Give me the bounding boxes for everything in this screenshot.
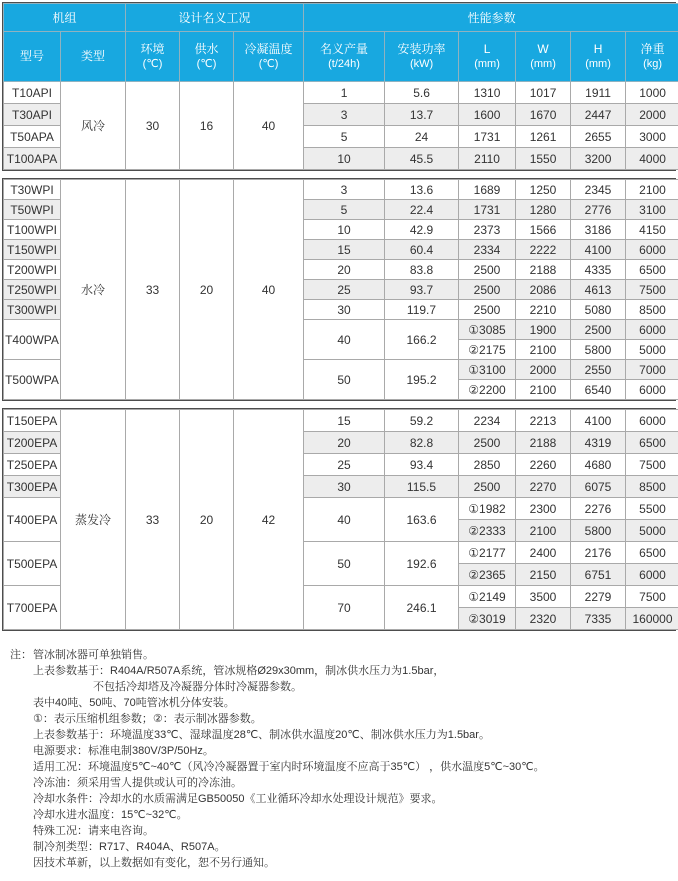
height-cell: 2176	[571, 542, 626, 564]
height-cell: 2550	[571, 360, 626, 380]
model-cell: T300WPI	[4, 300, 61, 320]
weight-cell: 6500	[626, 542, 678, 564]
capacity-cell: 20	[304, 432, 385, 454]
capacity-cell: 70	[304, 586, 385, 630]
capacity-cell: 25	[304, 454, 385, 476]
height-cell: 4100	[571, 240, 626, 260]
height-cell: 4680	[571, 454, 626, 476]
length-cell: ②2365	[459, 564, 516, 586]
column-header	[4, 32, 61, 82]
height-cell: 2500	[571, 320, 626, 340]
column-header-title: 类型	[61, 49, 125, 64]
column-header	[180, 32, 234, 82]
column-header-unit: (kg)	[626, 57, 678, 72]
column-header	[304, 32, 385, 82]
power-cell: 83.8	[385, 260, 459, 280]
notes-lines	[33, 647, 670, 871]
weight-cell: 7500	[626, 454, 678, 476]
note-line: 上表参数基于：R404A/R507A系统，管冰规格Ø29x30mm，制冰供水压力为1.5bar，	[33, 663, 670, 679]
height-cell: 6540	[571, 380, 626, 400]
capacity-cell: 3	[304, 104, 385, 126]
power-cell: 13.7	[385, 104, 459, 126]
width-cell: 1250	[516, 180, 571, 200]
model-cell: T200EPA	[4, 432, 61, 454]
column-header-title: H	[571, 42, 625, 57]
capacity-cell: 30	[304, 300, 385, 320]
weight-cell: 6500	[626, 432, 678, 454]
length-cell: 2500	[459, 432, 516, 454]
length-cell: 1731	[459, 200, 516, 220]
column-header-unit: (mm)	[571, 57, 625, 72]
weight-cell: 5500	[626, 498, 678, 520]
weight-cell: 4150	[626, 220, 678, 240]
width-cell: 2320	[516, 608, 571, 630]
width-cell: 1280	[516, 200, 571, 220]
width-cell: 1566	[516, 220, 571, 240]
weight-cell: 1000	[626, 82, 678, 104]
column-header-title: 供水	[180, 42, 233, 57]
length-cell: 2500	[459, 300, 516, 320]
ambient-temp-cell: 33	[126, 180, 180, 400]
note-line: 制冷剂类型：R717、R404A、R507A。	[33, 839, 670, 855]
note-line: 不包括冷却塔及冷凝器分体时冷凝器参数。	[33, 679, 670, 695]
capacity-cell: 5	[304, 200, 385, 220]
weight-cell: 8500	[626, 476, 678, 498]
column-header-unit: (℃)	[180, 57, 233, 72]
width-cell: 3500	[516, 586, 571, 608]
length-cell: 2500	[459, 476, 516, 498]
power-cell: 42.9	[385, 220, 459, 240]
width-cell: 1670	[516, 104, 571, 126]
width-cell: 2000	[516, 360, 571, 380]
length-cell: 2110	[459, 148, 516, 170]
capacity-cell: 50	[304, 542, 385, 586]
note-line: 表中40吨、50吨、70吨管冰机分体安装。	[33, 695, 670, 711]
length-cell: 2373	[459, 220, 516, 240]
note-line: ①：表示压缩机组参数；②：表示制冰器参数。	[33, 711, 670, 727]
power-cell: 22.4	[385, 200, 459, 220]
capacity-cell: 5	[304, 126, 385, 148]
column-header-title: 安装功率	[385, 42, 458, 57]
column-header-unit: (mm)	[459, 57, 515, 72]
width-cell: 2188	[516, 432, 571, 454]
width-cell: 2086	[516, 280, 571, 300]
weight-cell: 6000	[626, 320, 678, 340]
model-cell: T100APA	[4, 148, 61, 170]
power-cell: 93.4	[385, 454, 459, 476]
weight-cell: 3100	[626, 200, 678, 220]
model-cell: T500EPA	[4, 542, 61, 586]
height-cell: 2447	[571, 104, 626, 126]
width-cell: 2100	[516, 380, 571, 400]
column-header	[126, 32, 180, 82]
length-cell: ①2149	[459, 586, 516, 608]
length-cell: ①1982	[459, 498, 516, 520]
spec-table	[3, 3, 678, 170]
height-cell: 1911	[571, 82, 626, 104]
height-cell: 7335	[571, 608, 626, 630]
weight-cell: 6500	[626, 260, 678, 280]
power-cell: 195.2	[385, 360, 459, 400]
width-cell: 2222	[516, 240, 571, 260]
capacity-cell: 1	[304, 82, 385, 104]
weight-cell: 6000	[626, 240, 678, 260]
model-cell: T200WPI	[4, 260, 61, 280]
length-cell: 1310	[459, 82, 516, 104]
weight-cell: 7500	[626, 586, 678, 608]
power-cell: 119.7	[385, 300, 459, 320]
power-cell: 60.4	[385, 240, 459, 260]
column-header-title: 环境	[126, 42, 179, 57]
column-header	[385, 32, 459, 82]
note-line: 因技术革新，以上数据如有变化，恕不另行通知。	[33, 855, 670, 871]
model-cell: T700EPA	[4, 586, 61, 630]
model-cell: T10API	[4, 82, 61, 104]
weight-cell: 7500	[626, 280, 678, 300]
column-header-unit: (℃)	[234, 57, 303, 72]
length-cell: 1689	[459, 180, 516, 200]
power-cell: 13.6	[385, 180, 459, 200]
width-cell: 2270	[516, 476, 571, 498]
spec-table-block-evaporative-cooled	[2, 408, 676, 631]
capacity-cell: 10	[304, 220, 385, 240]
model-cell: T400EPA	[4, 498, 61, 542]
column-header-title: 型号	[4, 49, 60, 64]
spec-table	[3, 179, 678, 400]
power-cell: 163.6	[385, 498, 459, 542]
width-cell: 1550	[516, 148, 571, 170]
condensing-temp-cell: 40	[234, 180, 304, 400]
length-cell: 2334	[459, 240, 516, 260]
width-cell: 2213	[516, 410, 571, 432]
height-cell: 2276	[571, 498, 626, 520]
column-header-title: W	[516, 42, 570, 57]
condensing-temp-cell: 40	[234, 82, 304, 170]
note-line: 管冰制冰器可单独销售。	[33, 647, 670, 663]
width-cell: 1900	[516, 320, 571, 340]
header-group: 设计名义工况	[126, 4, 304, 32]
width-cell: 2300	[516, 498, 571, 520]
capacity-cell: 30	[304, 476, 385, 498]
column-header	[516, 32, 571, 82]
header-group: 性能参数	[304, 4, 678, 32]
height-cell: 2655	[571, 126, 626, 148]
width-cell: 2210	[516, 300, 571, 320]
width-cell: 1261	[516, 126, 571, 148]
model-cell: T30WPI	[4, 180, 61, 200]
weight-cell: 160000	[626, 608, 678, 630]
width-cell: 2188	[516, 260, 571, 280]
capacity-cell: 15	[304, 410, 385, 432]
power-cell: 166.2	[385, 320, 459, 360]
model-cell: T30API	[4, 104, 61, 126]
condensing-temp-cell: 42	[234, 410, 304, 630]
width-cell: 1017	[516, 82, 571, 104]
capacity-cell: 40	[304, 498, 385, 542]
height-cell: 6751	[571, 564, 626, 586]
height-cell: 4613	[571, 280, 626, 300]
weight-cell: 8500	[626, 300, 678, 320]
weight-cell: 2000	[626, 104, 678, 126]
supply-water-temp-cell: 20	[180, 180, 234, 400]
column-header	[234, 32, 304, 82]
supply-water-temp-cell: 16	[180, 82, 234, 170]
column-header-unit: (t/24h)	[304, 57, 384, 72]
weight-cell: 5000	[626, 340, 678, 360]
capacity-cell: 15	[304, 240, 385, 260]
model-cell: T500WPA	[4, 360, 61, 400]
spec-table-block-air-cooled	[2, 2, 676, 171]
column-header	[459, 32, 516, 82]
width-cell: 2400	[516, 542, 571, 564]
power-cell: 246.1	[385, 586, 459, 630]
column-header	[626, 32, 678, 82]
height-cell: 5080	[571, 300, 626, 320]
height-cell: 5800	[571, 520, 626, 542]
model-cell: T300EPA	[4, 476, 61, 498]
note-line: 冷冻油：须采用雪人提供或认可的冷冻油。	[33, 775, 670, 791]
model-cell: T50APA	[4, 126, 61, 148]
weight-cell: 3000	[626, 126, 678, 148]
height-cell: 4335	[571, 260, 626, 280]
ambient-temp-cell: 30	[126, 82, 180, 170]
height-cell: 2776	[571, 200, 626, 220]
notes-prefix: 注：	[10, 647, 32, 663]
weight-cell: 5000	[626, 520, 678, 542]
column-header-title: 冷凝温度	[234, 42, 303, 57]
height-cell: 6075	[571, 476, 626, 498]
length-cell: 1731	[459, 126, 516, 148]
type-cell: 风冷	[61, 82, 126, 170]
model-cell: T100WPI	[4, 220, 61, 240]
note-line: 冷却水进水温度：15℃~32℃。	[33, 807, 670, 823]
power-cell: 59.2	[385, 410, 459, 432]
length-cell: 2850	[459, 454, 516, 476]
type-cell: 蒸发冷	[61, 410, 126, 630]
notes-section	[2, 638, 676, 881]
length-cell: ①2177	[459, 542, 516, 564]
length-cell: ①3100	[459, 360, 516, 380]
weight-cell: 7000	[626, 360, 678, 380]
power-cell: 192.6	[385, 542, 459, 586]
model-cell: T150EPA	[4, 410, 61, 432]
note-line: 冷却水条件：冷却水的水质需满足GB50050《工业循环冷却水处理设计规范》要求。	[33, 791, 670, 807]
capacity-cell: 3	[304, 180, 385, 200]
supply-water-temp-cell: 20	[180, 410, 234, 630]
length-cell: 2500	[459, 260, 516, 280]
power-cell: 45.5	[385, 148, 459, 170]
power-cell: 82.8	[385, 432, 459, 454]
capacity-cell: 20	[304, 260, 385, 280]
capacity-cell: 10	[304, 148, 385, 170]
column-header	[571, 32, 626, 82]
power-cell: 93.7	[385, 280, 459, 300]
ambient-temp-cell: 33	[126, 410, 180, 630]
note-line: 电源要求：标准电制380V/3P/50Hz。	[33, 743, 670, 759]
height-cell: 2279	[571, 586, 626, 608]
width-cell: 2100	[516, 340, 571, 360]
column-header-title: L	[459, 42, 515, 57]
height-cell: 4100	[571, 410, 626, 432]
width-cell: 2150	[516, 564, 571, 586]
power-cell: 5.6	[385, 82, 459, 104]
height-cell: 3200	[571, 148, 626, 170]
height-cell: 4319	[571, 432, 626, 454]
capacity-cell: 40	[304, 320, 385, 360]
weight-cell: 6000	[626, 410, 678, 432]
length-cell: 2234	[459, 410, 516, 432]
power-cell: 24	[385, 126, 459, 148]
model-cell: T150WPI	[4, 240, 61, 260]
power-cell: 115.5	[385, 476, 459, 498]
column-header-unit: (mm)	[516, 57, 570, 72]
model-cell: T50WPI	[4, 200, 61, 220]
spec-table	[3, 409, 678, 630]
column-header	[61, 32, 126, 82]
model-cell: T250WPI	[4, 280, 61, 300]
note-line: 特殊工况：请来电咨询。	[33, 823, 670, 839]
length-cell: 1600	[459, 104, 516, 126]
column-header-title: 净重	[626, 42, 678, 57]
capacity-cell: 25	[304, 280, 385, 300]
note-line: 适用工况：环境温度5℃~40℃（风冷冷凝器置于室内时环境温度不应高于35℃） ，供水温度5℃~30℃。	[33, 759, 670, 775]
model-cell: T400WPA	[4, 320, 61, 360]
width-cell: 2260	[516, 454, 571, 476]
spec-table-block-water-cooled	[2, 178, 676, 401]
length-cell: 2500	[459, 280, 516, 300]
column-header-unit: (kW)	[385, 57, 458, 72]
weight-cell: 6000	[626, 564, 678, 586]
length-cell: ②2200	[459, 380, 516, 400]
length-cell: ①3085	[459, 320, 516, 340]
column-header-title: 名义产量	[304, 42, 384, 57]
column-header-unit: (℃)	[126, 57, 179, 72]
header-group: 机组	[4, 4, 126, 32]
width-cell: 2100	[516, 520, 571, 542]
length-cell: ②3019	[459, 608, 516, 630]
capacity-cell: 50	[304, 360, 385, 400]
weight-cell: 6000	[626, 380, 678, 400]
type-cell: 水冷	[61, 180, 126, 400]
length-cell: ②2175	[459, 340, 516, 360]
height-cell: 3186	[571, 220, 626, 240]
weight-cell: 2100	[626, 180, 678, 200]
length-cell: ②2333	[459, 520, 516, 542]
weight-cell: 4000	[626, 148, 678, 170]
height-cell: 5800	[571, 340, 626, 360]
model-cell: T250EPA	[4, 454, 61, 476]
height-cell: 2345	[571, 180, 626, 200]
note-line: 上表参数基于：环境温度33℃、湿球温度28℃、制冰供水温度20℃、制冰供水压力为1.5bar。	[33, 727, 670, 743]
